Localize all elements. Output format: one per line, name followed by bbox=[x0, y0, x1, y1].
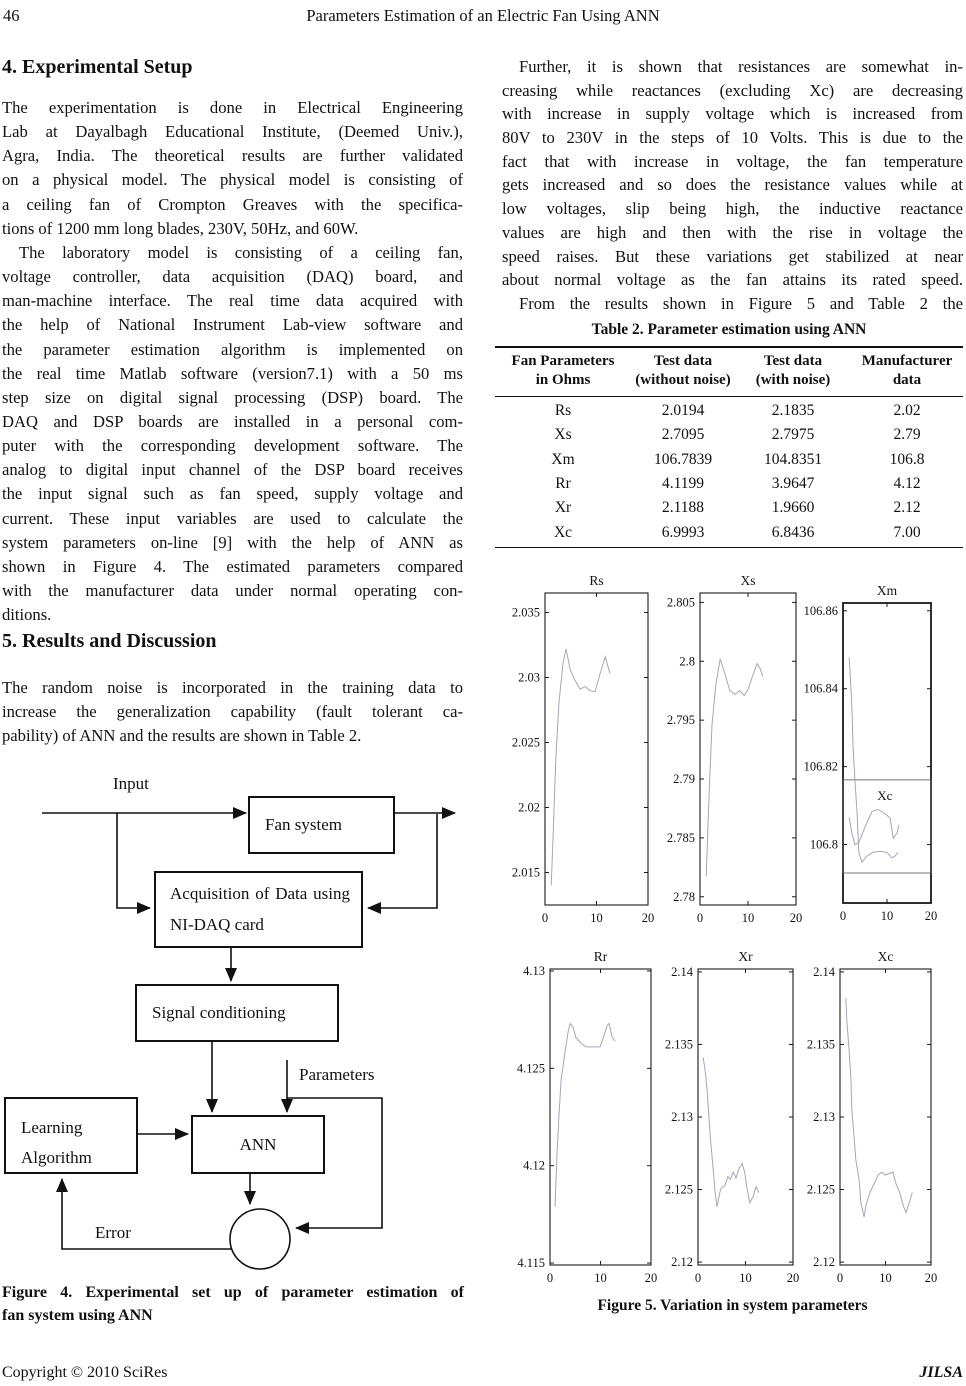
x-tick-label: 0 bbox=[541, 911, 549, 925]
y-tick-label: 4.115 bbox=[517, 1256, 545, 1271]
text-line: speed raises. But these variations get stabilized at near bbox=[502, 246, 963, 266]
y-tick-label: 2.13 bbox=[813, 1110, 835, 1124]
paragraph bbox=[2, 241, 463, 627]
y-tick-label: 4.12 bbox=[523, 1158, 545, 1173]
x-tick-label: 0 bbox=[836, 1271, 844, 1285]
table-header-cell: Manufacturer data bbox=[861, 353, 953, 388]
y-tick-label: 2.8 bbox=[679, 654, 695, 669]
series-xs bbox=[706, 659, 763, 877]
y-tick-label: 2.14 bbox=[671, 964, 693, 979]
text-line: fact that with increase in voltage, the fan temperature bbox=[502, 151, 963, 171]
y-tick-label: 2.805 bbox=[666, 595, 695, 610]
figure4-caption-line1: Figure 4. Experimental set up of parameter estimation of bbox=[2, 1284, 464, 1301]
parameters-label: Parameters bbox=[299, 1065, 375, 1084]
table-cell: 6.9993 bbox=[661, 523, 705, 541]
table-cell: 2.7095 bbox=[661, 426, 705, 444]
figure4-diagram-lines bbox=[0, 770, 470, 1282]
x-tick-label: 0 bbox=[839, 909, 847, 923]
text-line: pability) of ANN and the results are shown in Table 2. bbox=[2, 726, 362, 746]
table-cell: Rs bbox=[554, 402, 572, 420]
table-cell: Xs bbox=[554, 426, 572, 444]
running-header-title: Parameters Estimation of an Electric Fan Using ANN bbox=[306, 6, 660, 25]
table-cell: 2.79 bbox=[893, 426, 921, 444]
series-xr bbox=[703, 1058, 759, 1208]
error-label: Error bbox=[95, 1223, 131, 1242]
series-xc bbox=[846, 998, 912, 1217]
table-cell: 7.00 bbox=[893, 523, 921, 541]
text-line: low voltages, slip being high, the inductive reactance bbox=[502, 199, 963, 219]
table-cell: Xr bbox=[554, 499, 572, 517]
copyright-footer: Copyright © 2010 SciRes bbox=[2, 1364, 168, 1381]
paragraph bbox=[2, 676, 463, 748]
table-cell: 2.1188 bbox=[661, 499, 705, 517]
text-line: the parameter estimation algorithm is implemented on bbox=[2, 339, 463, 359]
table-cell: 2.02 bbox=[893, 402, 921, 420]
text-line: voltage controller, data acquisition (DAQ) board, and bbox=[2, 267, 463, 287]
y-tick-label: 106.84 bbox=[803, 681, 838, 696]
x-tick-label: 20 bbox=[786, 1271, 800, 1285]
table-row bbox=[495, 520, 963, 544]
y-tick-label: 2.14 bbox=[813, 964, 835, 979]
paragraph bbox=[502, 55, 963, 316]
y-tick-label: 2.79 bbox=[673, 772, 695, 787]
chart-title: Rr bbox=[593, 949, 608, 964]
figure5-chart-xc bbox=[788, 947, 943, 1295]
y-tick-label: 2.125 bbox=[806, 1182, 835, 1197]
text-line: Lab at Dayalbagh Educational Institute, (Deemed Univ.), bbox=[2, 122, 463, 142]
acquisition-label-line1: Acquisition of Data using bbox=[170, 884, 350, 903]
table-cell: 2.12 bbox=[893, 499, 921, 517]
table-row bbox=[495, 496, 963, 520]
text-line: The random noise is incorporated in the training data to bbox=[2, 678, 463, 697]
chart-title: Xc bbox=[877, 949, 894, 964]
figure5-chart-xs bbox=[648, 571, 808, 935]
text-line: 80V to 230V in the steps of 10 Volts. This is due to the bbox=[502, 128, 963, 148]
signal-conditioning-label: Signal conditioning bbox=[152, 1003, 286, 1022]
series-xc-inset- bbox=[849, 810, 899, 845]
text-line: The experimentation is done in Electrical Engineering bbox=[2, 98, 463, 117]
ann-label: ANN bbox=[239, 1134, 277, 1154]
table-cell: 106.7839 bbox=[653, 450, 713, 468]
text-line: man-machine interface. The real time data acquired with bbox=[2, 291, 463, 311]
y-tick-label: 2.78 bbox=[673, 889, 695, 904]
text-line: ditions. bbox=[2, 605, 52, 625]
section-heading-results-discussion: 5. Results and Discussion bbox=[2, 630, 217, 652]
table-row bbox=[495, 448, 963, 472]
x-tick-label: 20 bbox=[644, 1271, 658, 1285]
journal-footer: JILSA bbox=[919, 1364, 963, 1381]
chart-title: Xm bbox=[876, 583, 898, 598]
text-line: on a physical model. The physical model is consisting of bbox=[2, 170, 463, 190]
figure4-caption-line2: fan system using ANN bbox=[2, 1307, 153, 1324]
series-rr bbox=[555, 1024, 615, 1207]
table-cell: 2.1835 bbox=[771, 402, 815, 420]
table-cell: Rr bbox=[555, 475, 571, 493]
x-tick-label: 10 bbox=[880, 909, 894, 923]
table-2-body bbox=[495, 397, 963, 548]
y-tick-label: 106.82 bbox=[803, 759, 838, 774]
text-line: current. These input variables are used to calculate the bbox=[2, 508, 463, 528]
text-line: puter with the corresponding development software. The bbox=[2, 436, 463, 456]
text-line: the help of National Instrument Lab-view software and bbox=[2, 315, 463, 335]
page-number: 46 bbox=[3, 6, 20, 25]
figure4-block-diagram bbox=[0, 770, 470, 1282]
table2-title: Table 2. Parameter estimation using ANN bbox=[591, 321, 867, 338]
learning-label-line1: Learning bbox=[21, 1118, 83, 1137]
table-cell: 6.8436 bbox=[771, 523, 815, 541]
table-row bbox=[495, 399, 963, 423]
text-line: Agra, India. The theoretical results are further validated bbox=[2, 146, 463, 166]
y-tick-label: 4.125 bbox=[516, 1061, 545, 1076]
x-tick-label: 20 bbox=[641, 911, 655, 925]
figure5-chart-rs bbox=[493, 571, 660, 935]
inset-label: Xc bbox=[877, 787, 893, 803]
text-line: Further, it is shown that resistances are somewhat in- bbox=[519, 57, 963, 76]
error-feedback-connector bbox=[62, 1179, 231, 1249]
table-cell: 104.8351 bbox=[763, 450, 823, 468]
table-cell: 3.9647 bbox=[771, 475, 815, 493]
fan-system-label: Fan system bbox=[265, 815, 342, 834]
table-cell: 1.9660 bbox=[771, 499, 815, 517]
table-header-cell: Test data (with noise) bbox=[755, 353, 831, 388]
y-tick-label: 2.035 bbox=[511, 605, 540, 620]
y-tick-label: 106.8 bbox=[809, 837, 838, 852]
y-tick-label: 2.12 bbox=[813, 1255, 835, 1270]
table-row bbox=[495, 472, 963, 496]
chart-title: Xr bbox=[738, 949, 753, 964]
text-line: increase the generalization capability (fault tolerant ca- bbox=[2, 702, 463, 722]
text-line: step size on digital signal processing (DSP) board. The bbox=[2, 387, 463, 407]
text-line: shown in Figure 4. The estimated parameters compared bbox=[2, 556, 463, 576]
table-cell: 2.7975 bbox=[771, 426, 815, 444]
acquisition-label-line2: NI-DAQ card bbox=[170, 915, 264, 934]
section-heading-experimental-setup: 4. Experimental Setup bbox=[2, 56, 193, 78]
text-line: gets increased and so does the resistance values while at bbox=[502, 175, 963, 195]
y-tick-label: 106.86 bbox=[803, 603, 838, 618]
text-line: with the manufacturer data under normal operating con- bbox=[2, 580, 463, 600]
text-line: The laboratory model is consisting of a ceiling fan, bbox=[19, 243, 463, 262]
figure5-chart-xm bbox=[785, 581, 943, 933]
text-line: tions of 1200 mm long blades, 230V, 50Hz, and 60W. bbox=[2, 218, 359, 238]
figure5-chart-xr bbox=[646, 947, 805, 1295]
text-line: about normal voltage as the fan attains its rated speed. bbox=[502, 270, 963, 290]
text-line: From the results shown in Figure 5 and Table 2 the bbox=[519, 293, 963, 313]
text-line: a ceiling fan of Crompton Greaves with the specifica- bbox=[2, 194, 463, 214]
y-tick-label: 2.13 bbox=[671, 1110, 693, 1124]
text-line: analog to digital input channel of the DSP board receives bbox=[2, 460, 463, 480]
table-cell: 2.0194 bbox=[661, 402, 705, 420]
table-header-cell: Test data (without noise) bbox=[635, 353, 731, 388]
table-cell: Xc bbox=[553, 523, 573, 541]
table-cell: 4.12 bbox=[893, 475, 921, 493]
table-2-header-row bbox=[495, 348, 963, 397]
y-tick-label: 2.125 bbox=[664, 1182, 693, 1197]
figure5-chart-rr bbox=[498, 947, 663, 1295]
table-cell: 106.8 bbox=[889, 450, 925, 468]
y-tick-label: 2.03 bbox=[518, 670, 540, 685]
x-tick-label: 20 bbox=[924, 909, 938, 923]
text-line: DAQ and DSP boards are installed in a personal com- bbox=[2, 411, 463, 431]
y-tick-label: 4.13 bbox=[523, 963, 545, 978]
x-tick-label: 0 bbox=[694, 1271, 702, 1285]
y-tick-label: 2.015 bbox=[511, 865, 540, 880]
text-line: with increase in supply voltage which is increased from bbox=[502, 104, 963, 124]
chart-title: Xs bbox=[740, 573, 756, 588]
x-tick-label: 10 bbox=[879, 1271, 892, 1285]
y-tick-label: 2.02 bbox=[518, 800, 540, 815]
y-tick-label: 2.025 bbox=[511, 735, 540, 750]
x-tick-label: 0 bbox=[546, 1271, 554, 1285]
learning-label-line2: Algorithm bbox=[21, 1148, 92, 1167]
chart-title: Rs bbox=[589, 573, 604, 588]
x-tick-label: 10 bbox=[739, 1271, 752, 1285]
y-tick-label: 2.785 bbox=[666, 830, 695, 845]
input-to-acquisition-connector bbox=[117, 813, 150, 908]
table-cell: Xm bbox=[551, 450, 575, 468]
x-tick-label: 10 bbox=[590, 911, 603, 925]
text-line: the input signal such as fan speed, supply voltage and bbox=[2, 484, 463, 504]
figure5-caption: Figure 5. Variation in system parameters bbox=[597, 1297, 868, 1314]
x-tick-label: 10 bbox=[741, 911, 755, 925]
text-line: values are high and then with the rise in voltage the bbox=[502, 222, 963, 242]
text-line: the real time Matlab software (version7.1) with a 50 ms bbox=[2, 363, 463, 383]
input-label: Input bbox=[113, 774, 149, 793]
paragraph bbox=[2, 96, 463, 241]
y-tick-label: 2.135 bbox=[664, 1037, 693, 1052]
x-tick-label: 20 bbox=[924, 1271, 938, 1285]
x-tick-label: 0 bbox=[696, 911, 704, 925]
table-header-cell: Fan Parameters in Ohms bbox=[511, 353, 615, 388]
series-rs bbox=[551, 649, 610, 886]
figure4-caption bbox=[2, 1281, 464, 1327]
y-tick-label: 2.12 bbox=[671, 1255, 693, 1270]
y-tick-label: 2.135 bbox=[806, 1037, 835, 1052]
text-line: system parameters on-line [9] with the help of ANN as bbox=[2, 532, 463, 552]
y-tick-label: 2.795 bbox=[666, 713, 695, 728]
comparator-circle bbox=[230, 1209, 290, 1269]
table-2 bbox=[495, 346, 963, 548]
text-line: creasing while reactances (excluding Xc) are decreasing bbox=[502, 80, 963, 100]
table-cell: 4.1199 bbox=[661, 475, 705, 493]
series-xm bbox=[849, 658, 898, 863]
x-tick-label: 10 bbox=[594, 1271, 607, 1285]
x-tick-label: 20 bbox=[789, 911, 803, 925]
table-row bbox=[495, 423, 963, 447]
